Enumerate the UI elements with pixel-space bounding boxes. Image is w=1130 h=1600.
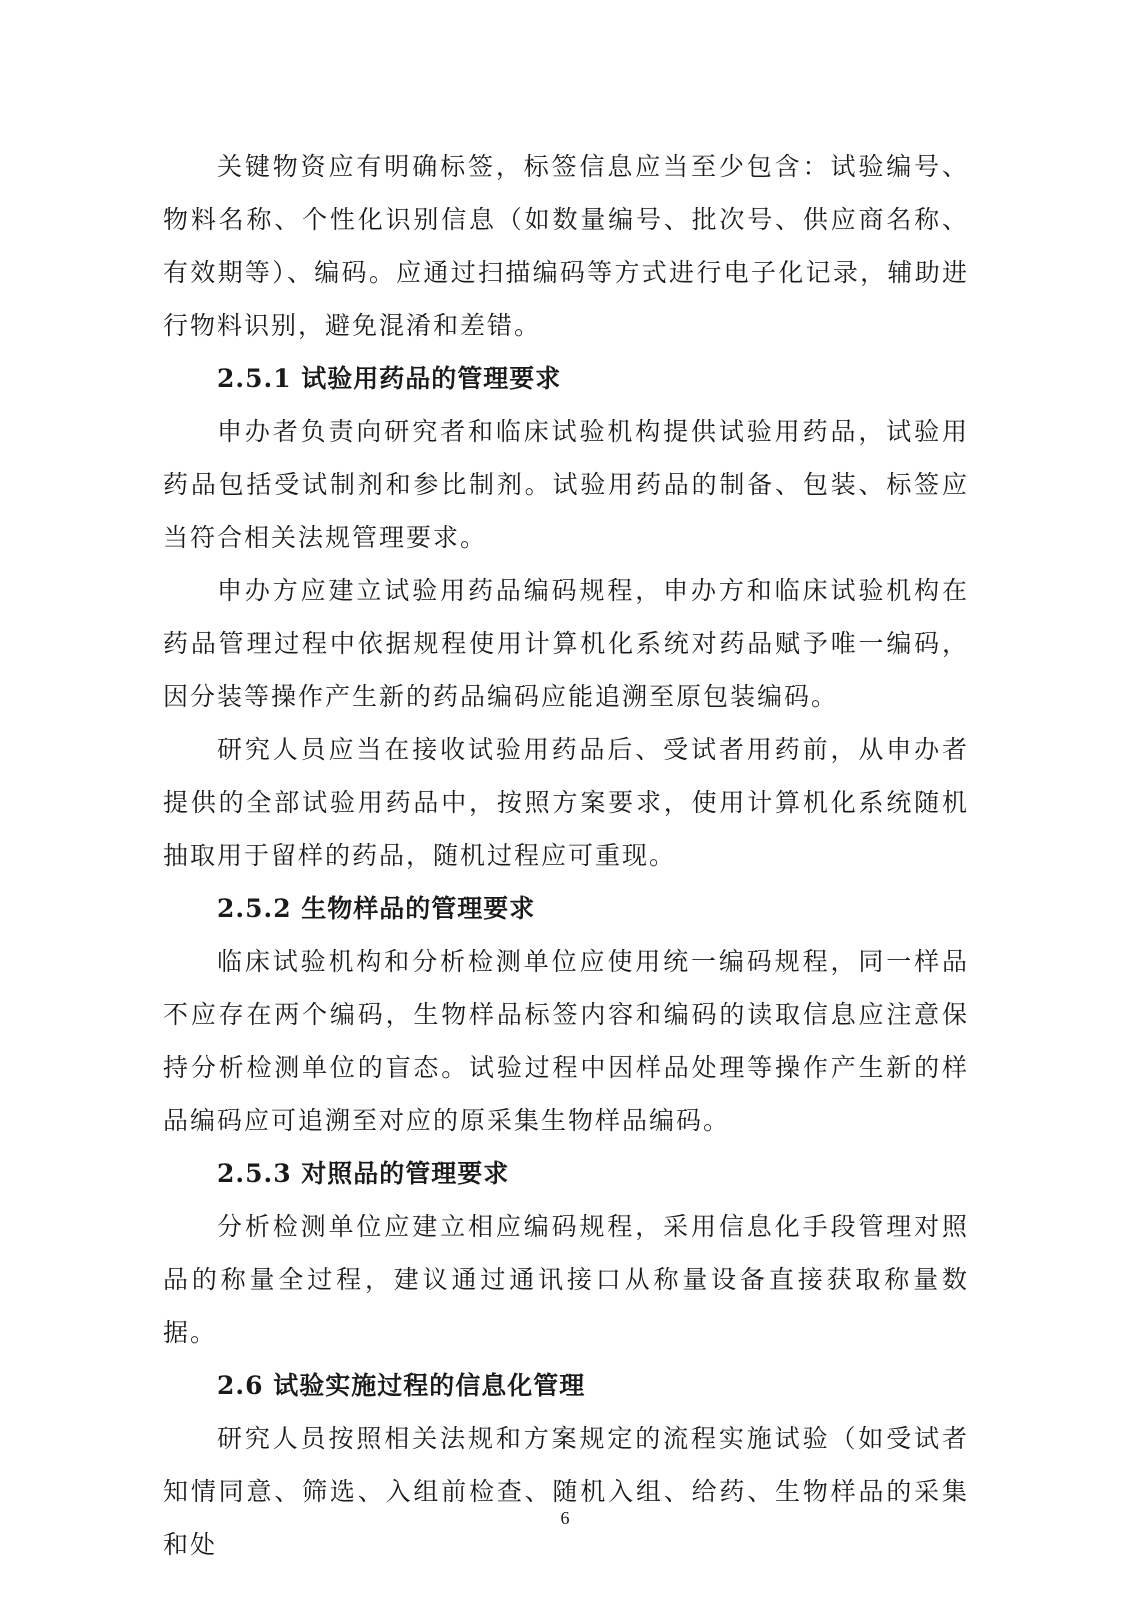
- paragraph-retention-sampling: 研究人员应当在接收试验用药品后、受试者用药前，从申办者提供的全部试验用药品中，按照方案要求，使用计算机化系统随机抽取用于留样的药品，随机过程应可重现。: [163, 735, 969, 870]
- page-number: 6: [560, 1508, 570, 1528]
- paragraph-trial-implementation: 研究人员按照相关法规和方案规定的流程实施试验（如受试者知情同意、筛选、入组前检查、随机入组、给药、生物样品的采集和处: [163, 1424, 969, 1559]
- paragraph-reference-standard-weighing: 分析检测单位应建立相应编码规程，采用信息化手段管理对照品的称量全过程，建议通过通讯接口从称量设备直接获取称量数据。: [163, 1212, 969, 1347]
- paragraph-biological-sample-coding: 临床试验机构和分析检测单位应使用统一编码规程，同一样品不应存在两个编码，生物样品标签内容和编码的读取信息应注意保持分析检测单位的盲态。试验过程中因样品处理等操作产生新的样品编码应可追溯至对应的原采集生物样品编码。: [163, 947, 969, 1135]
- section-heading-2-5-1: 2.5.1 试验用药品的管理要求: [217, 364, 562, 393]
- document-body: [163, 140, 969, 1571]
- paragraph-drug-coding-rules: 申办方应建立试验用药品编码规程，申办方和临床试验机构在药品管理过程中依据规程使用计算机化系统对药品赋予唯一编码，因分装等操作产生新的药品编码应能追溯至原包装编码。: [163, 576, 969, 711]
- section-heading-2-6: 2.6 试验实施过程的信息化管理: [217, 1371, 586, 1400]
- section-heading-2-5-3: 2.5.3 对照品的管理要求: [217, 1159, 510, 1188]
- section-heading-2-5-2: 2.5.2 生物样品的管理要求: [217, 894, 536, 923]
- paragraph-investigational-drug-supply: 申办者负责向研究者和临床试验机构提供试验用药品，试验用药品包括受试制剂和参比制剂。试验用药品的制备、包装、标签应当符合相关法规管理要求。: [163, 417, 969, 552]
- paragraph-key-materials-labeling: 关键物资应有明确标签，标签信息应当至少包含：试验编号、物料名称、个性化识别信息（如数量编号、批次号、供应商名称、有效期等）、编码。应通过扫描编码等方式进行电子化记录，辅助进行物料识别，避免混淆和差错。: [163, 152, 969, 340]
